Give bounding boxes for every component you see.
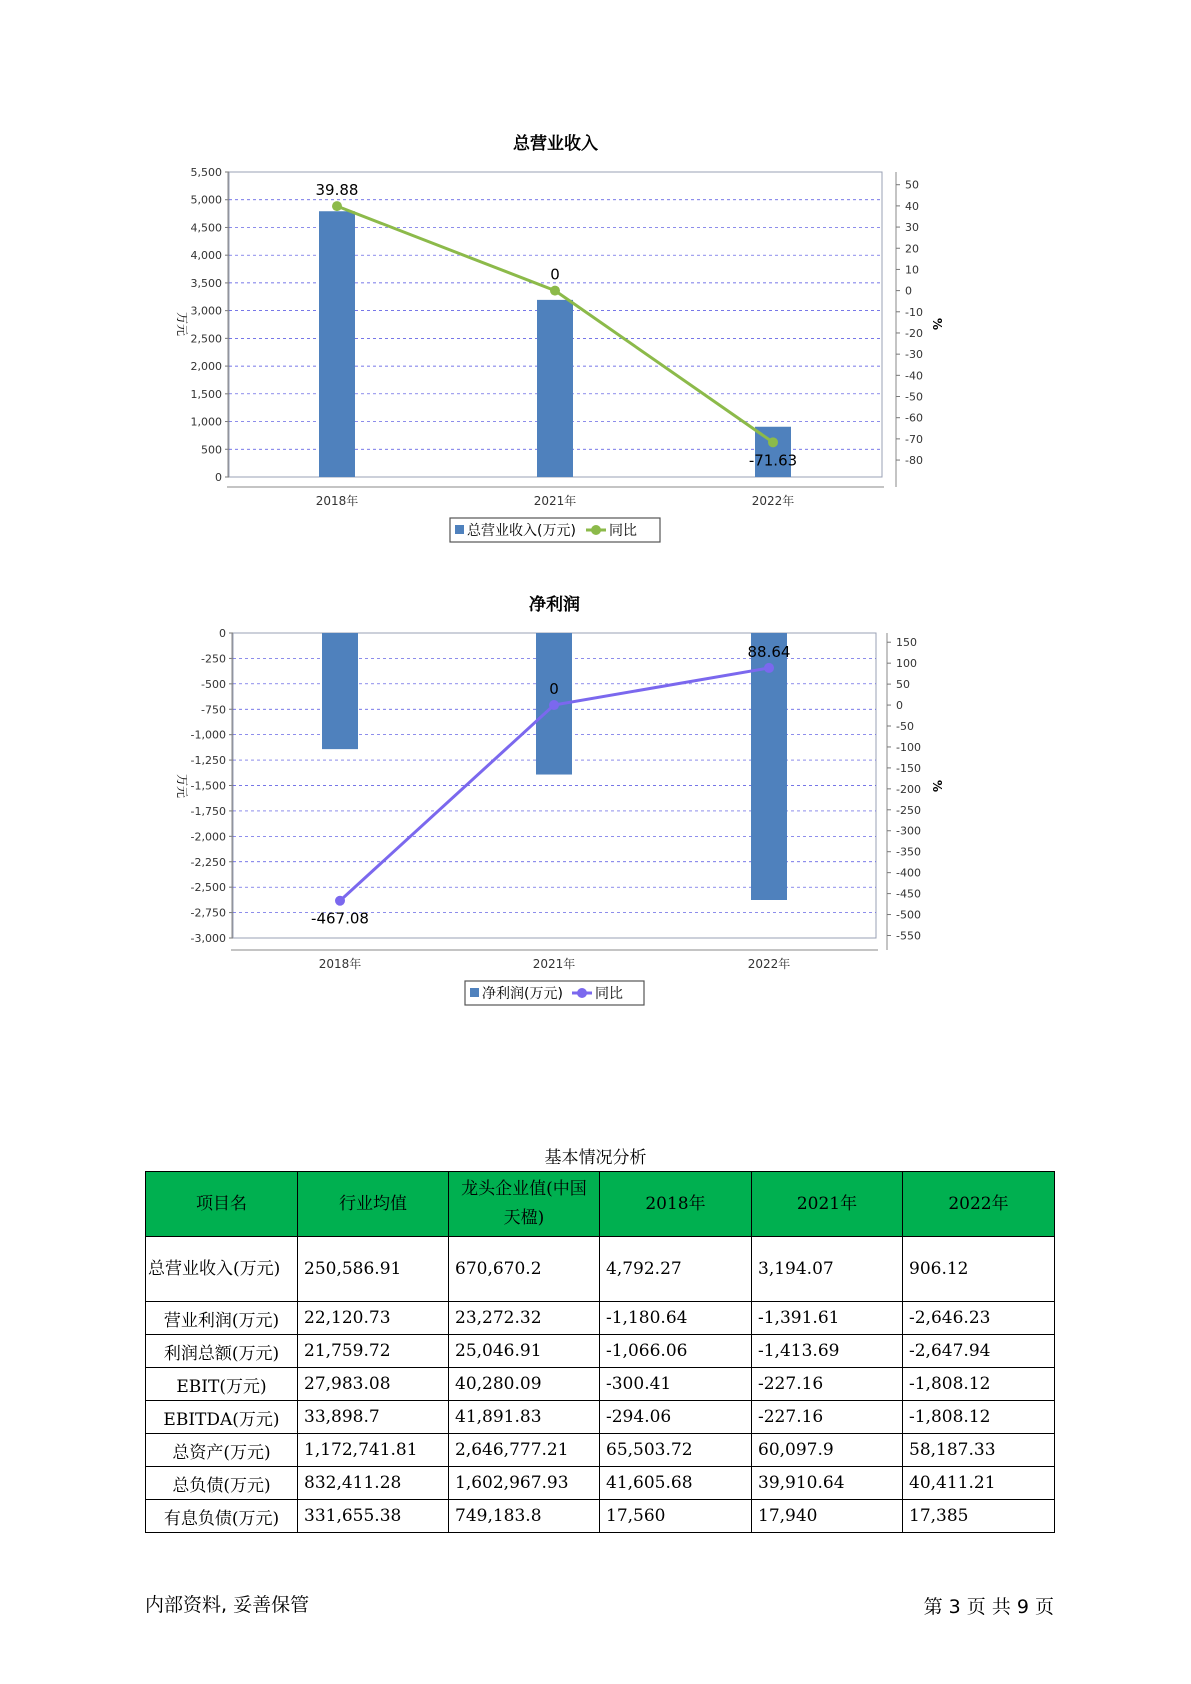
table-header: 2022年	[903, 1172, 1055, 1237]
right-tick-label: -30	[905, 348, 923, 362]
table-row	[146, 1335, 1055, 1368]
right-tick-label: 10	[905, 263, 919, 277]
category-label: 2021年	[533, 494, 577, 508]
right-tick-label: 50	[896, 678, 910, 692]
line-point	[335, 896, 345, 906]
table-cell: 58,187.33	[903, 1434, 1055, 1467]
table-row	[146, 1500, 1055, 1533]
table-header: 2018年	[600, 1172, 752, 1237]
table-cell: 23,272.32	[449, 1302, 600, 1335]
table-cell: 41,605.68	[600, 1467, 752, 1500]
data-label: 0	[549, 680, 559, 699]
table-cell: 4,792.27	[600, 1237, 752, 1302]
bar	[319, 211, 355, 477]
data-label: -467.08	[311, 909, 369, 928]
right-tick-label: 50	[905, 178, 919, 192]
right-tick-label: 150	[896, 636, 917, 650]
right-tick-label: -80	[905, 454, 923, 468]
data-label: 0	[550, 265, 560, 284]
row-label: EBITDA(万元)	[146, 1401, 298, 1434]
table-header: 2021年	[752, 1172, 903, 1237]
table-cell: 17,385	[903, 1500, 1055, 1533]
left-tick-label: -1,750	[190, 804, 226, 818]
table-cell: 2,646,777.21	[449, 1434, 600, 1467]
category-label: 2021年	[532, 957, 576, 971]
right-tick-label: -60	[905, 411, 923, 425]
left-tick-label: 0	[219, 627, 226, 640]
table-cell: -1,391.61	[752, 1302, 903, 1335]
table-header-row	[146, 1172, 1055, 1237]
chart-title: 总营业收入	[513, 134, 598, 154]
right-tick-label: -450	[896, 887, 921, 901]
table-cell: -2,646.23	[903, 1302, 1055, 1335]
line-point	[550, 286, 560, 296]
table-cell: 41,891.83	[449, 1401, 600, 1434]
table-cell: -227.16	[752, 1401, 903, 1434]
table-cell: 832,411.28	[298, 1467, 449, 1500]
table-cell: 17,940	[752, 1500, 903, 1533]
right-tick-label: -150	[896, 761, 921, 775]
right-axis-label: %	[930, 779, 944, 793]
chart-legend	[450, 518, 660, 542]
row-label: EBIT(万元)	[146, 1368, 298, 1401]
left-tick-label: -3,000	[190, 932, 226, 945]
category-label: 2022年	[751, 494, 795, 508]
left-tick-label: 500	[201, 443, 222, 457]
right-tick-label: -50	[905, 390, 923, 404]
right-tick-label: -40	[905, 369, 923, 383]
table-cell: 40,280.09	[449, 1368, 600, 1401]
category-label: 2022年	[747, 957, 791, 971]
left-tick-label: 5,500	[190, 166, 222, 179]
data-label: -71.63	[748, 451, 798, 470]
left-tick-label: -1,500	[190, 779, 226, 793]
right-tick-label: -10	[905, 305, 923, 319]
table-row	[146, 1368, 1055, 1401]
row-label: 总负债(万元)	[146, 1467, 298, 1500]
left-tick-label: 2,000	[190, 360, 222, 374]
table-cell: 906.12	[903, 1237, 1055, 1302]
right-tick-label: 20	[905, 242, 919, 256]
right-tick-label: -250	[896, 803, 921, 817]
row-label: 总资产(万元)	[146, 1434, 298, 1467]
table-cell: 40,411.21	[903, 1467, 1055, 1500]
legend-line-marker	[577, 988, 587, 998]
right-tick-label: 30	[905, 221, 919, 235]
row-label: 营业利润(万元)	[146, 1302, 298, 1335]
left-tick-label: -500	[201, 677, 226, 691]
right-tick-label: -500	[896, 908, 921, 922]
category-label: 2018年	[315, 494, 359, 508]
table-cell: 1,602,967.93	[449, 1467, 600, 1500]
row-label: 总营业收入(万元)	[146, 1237, 298, 1302]
legend-line-label: 同比	[595, 986, 623, 1002]
line-point	[764, 663, 774, 673]
table-cell: 670,670.2	[449, 1237, 600, 1302]
right-tick-label: -400	[896, 866, 921, 880]
right-tick-label: -50	[896, 720, 914, 734]
left-tick-label: -250	[201, 652, 226, 666]
table-cell: -227.16	[752, 1368, 903, 1401]
table-cell: 3,194.07	[752, 1237, 903, 1302]
right-tick-label: 100	[896, 657, 917, 671]
line-point	[549, 700, 559, 710]
legend-bar-swatch	[470, 988, 479, 997]
table-row	[146, 1401, 1055, 1434]
left-tick-label: -1,250	[190, 754, 226, 768]
right-tick-label: -100	[896, 740, 921, 754]
table-cell: -1,180.64	[600, 1302, 752, 1335]
left-tick-label: -1,000	[190, 728, 226, 742]
footer-page-number: 第 3 页 共 9 页	[923, 1596, 1054, 1618]
table-cell: -294.06	[600, 1401, 752, 1434]
bar	[537, 300, 573, 477]
data-label: 88.64	[747, 642, 791, 661]
line-point	[768, 437, 778, 447]
right-tick-label: 0	[905, 284, 912, 298]
row-label: 有息负债(万元)	[146, 1500, 298, 1533]
left-tick-label: 3,000	[190, 304, 222, 318]
table-cell: 25,046.91	[449, 1335, 600, 1368]
right-tick-label: -350	[896, 845, 921, 859]
table-cell: 749,183.8	[449, 1500, 600, 1533]
table-cell: -1,808.12	[903, 1368, 1055, 1401]
left-tick-label: -2,750	[190, 906, 226, 920]
table-cell: 331,655.38	[298, 1500, 449, 1533]
table-cell: 22,120.73	[298, 1302, 449, 1335]
table-cell: -300.41	[600, 1368, 752, 1401]
left-tick-label: -2,000	[190, 830, 226, 844]
left-axis-label: 万元	[175, 773, 189, 799]
table-row	[146, 1467, 1055, 1500]
table-header: 项目名	[146, 1172, 298, 1237]
table-cell: 27,983.08	[298, 1368, 449, 1401]
chart-title: 净利润	[529, 595, 580, 615]
table-header: 行业均值	[298, 1172, 449, 1237]
table-cell: 60,097.9	[752, 1434, 903, 1467]
left-tick-label: 2,500	[190, 332, 222, 346]
table-header: 龙头企业值(中国天楹)	[449, 1172, 600, 1237]
left-tick-label: 4,500	[190, 221, 222, 235]
legend-bar-swatch	[455, 525, 464, 534]
legend-line-label: 同比	[609, 523, 637, 539]
table-row	[146, 1302, 1055, 1335]
table-cell: -1,413.69	[752, 1335, 903, 1368]
table-row	[146, 1434, 1055, 1467]
left-tick-label: 3,500	[190, 276, 222, 290]
bar	[751, 633, 787, 900]
table-cell: -1,066.06	[600, 1335, 752, 1368]
right-tick-label: 0	[896, 699, 903, 713]
line-point	[332, 201, 342, 211]
table-cell: 17,560	[600, 1500, 752, 1533]
bar	[322, 633, 358, 749]
right-tick-label: -550	[896, 929, 921, 943]
left-tick-label: -2,250	[190, 855, 226, 869]
right-tick-label: -200	[896, 782, 921, 796]
table-cell: 250,586.91	[298, 1237, 449, 1302]
category-label: 2018年	[318, 957, 362, 971]
legend-bar-label: 净利润(万元)	[482, 986, 563, 1002]
chart-legend	[465, 981, 644, 1005]
footer-confidential: 内部资料, 妥善保管	[145, 1594, 310, 1616]
table-cell: 21,759.72	[298, 1335, 449, 1368]
right-tick-label: 40	[905, 199, 919, 213]
left-tick-label: 1,000	[190, 415, 222, 429]
left-tick-label: 4,000	[190, 249, 222, 263]
table-row	[146, 1237, 1055, 1302]
left-tick-label: -750	[201, 703, 226, 717]
basic-analysis-table	[145, 1171, 1055, 1533]
right-tick-label: -20	[905, 326, 923, 340]
row-label: 利润总额(万元)	[146, 1335, 298, 1368]
data-label: 39.88	[315, 181, 359, 200]
left-tick-label: 1,500	[190, 387, 222, 401]
table-cell: 39,910.64	[752, 1467, 903, 1500]
left-axis-label: 万元	[175, 311, 189, 337]
table-cell: -1,808.12	[903, 1401, 1055, 1434]
right-tick-label: -70	[905, 432, 923, 446]
legend-bar-label: 总营业收入(万元)	[467, 523, 576, 539]
table-caption: 基本情况分析	[544, 1148, 647, 1168]
legend-line-marker	[591, 525, 601, 535]
table-cell: -2,647.94	[903, 1335, 1055, 1368]
left-tick-label: -2,500	[190, 881, 226, 895]
table-cell: 65,503.72	[600, 1434, 752, 1467]
right-axis-label: %	[930, 317, 944, 331]
table-cell: 33,898.7	[298, 1401, 449, 1434]
left-tick-label: 0	[215, 471, 222, 484]
left-tick-label: 5,000	[190, 193, 222, 207]
table-cell: 1,172,741.81	[298, 1434, 449, 1467]
right-tick-label: -300	[896, 824, 921, 838]
